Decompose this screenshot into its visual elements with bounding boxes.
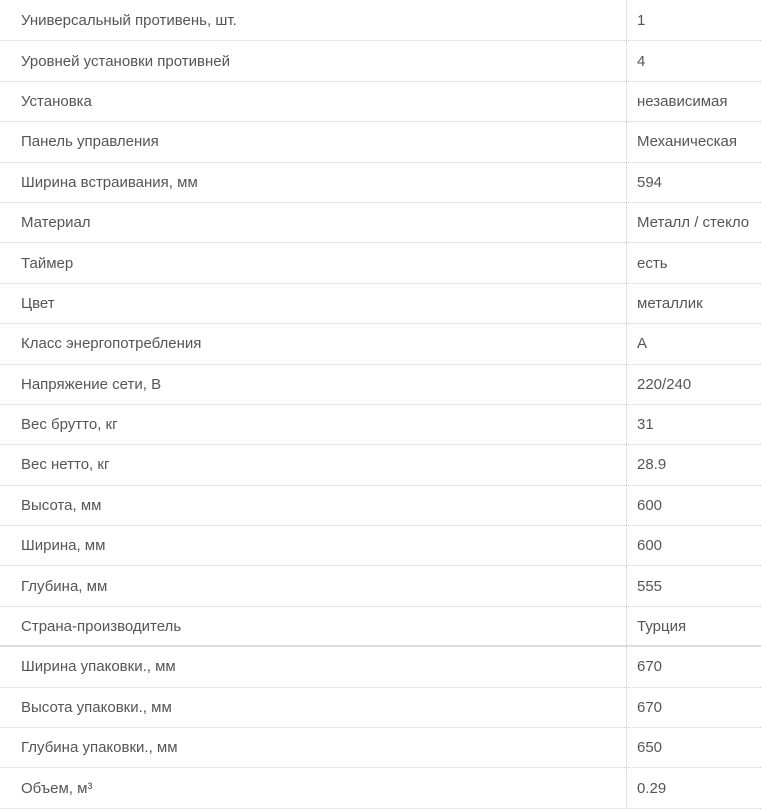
spec-row-package-depth bbox=[0, 728, 761, 768]
spec-value: 670 bbox=[637, 658, 663, 676]
spec-value: есть bbox=[637, 254, 668, 272]
spec-name: Таймер bbox=[0, 243, 627, 282]
spec-name: Объем, м³ bbox=[0, 768, 627, 807]
spec-name: Глубина, мм bbox=[0, 566, 627, 605]
spec-name: Универсальный противень, шт. bbox=[0, 1, 627, 40]
spec-row-pan-count bbox=[0, 1, 761, 41]
spec-value: 0.29 bbox=[637, 779, 667, 797]
spec-row-energy-class bbox=[0, 324, 761, 364]
spec-row-timer bbox=[0, 243, 761, 283]
spec-value: 594 bbox=[637, 173, 663, 191]
spec-name: Глубина упаковки., мм bbox=[0, 728, 627, 767]
spec-row-volume bbox=[0, 768, 761, 808]
spec-value: 1 bbox=[637, 12, 646, 30]
spec-name: Материал bbox=[0, 203, 627, 242]
spec-value: металлик bbox=[637, 294, 703, 312]
spec-value: независимая bbox=[637, 92, 728, 110]
spec-row-material bbox=[0, 203, 761, 243]
spec-row-depth bbox=[0, 566, 761, 606]
spec-row-built-in-width bbox=[0, 163, 761, 203]
spec-value: A bbox=[637, 335, 648, 353]
spec-row-installation bbox=[0, 82, 761, 122]
spec-value: 600 bbox=[637, 496, 663, 514]
spec-name: Вес брутто, кг bbox=[0, 405, 627, 444]
spec-value: 670 bbox=[637, 698, 663, 716]
spec-value: 600 bbox=[637, 537, 663, 555]
spec-name: Установка bbox=[0, 82, 627, 121]
spec-row-pan-levels bbox=[0, 41, 761, 81]
spec-name: Цвет bbox=[0, 284, 627, 323]
spec-value: Турция bbox=[637, 617, 687, 635]
spec-name: Панель управления bbox=[0, 122, 627, 161]
spec-row-voltage bbox=[0, 365, 761, 405]
spec-row-package-width bbox=[0, 647, 761, 687]
spec-row-package-height bbox=[0, 688, 761, 728]
spec-row-control-panel bbox=[0, 122, 761, 162]
spec-row-height bbox=[0, 486, 761, 526]
spec-value: 650 bbox=[637, 739, 663, 757]
spec-name: Ширина, мм bbox=[0, 526, 627, 565]
spec-row-color bbox=[0, 284, 761, 324]
spec-value: 220/240 bbox=[637, 375, 692, 393]
spec-value: 555 bbox=[637, 577, 663, 595]
spec-name: Страна-производитель bbox=[0, 607, 627, 645]
spec-row-net-weight bbox=[0, 445, 761, 485]
spec-name: Вес нетто, кг bbox=[0, 445, 627, 484]
spec-value: 31 bbox=[637, 416, 654, 434]
spec-value: Механическая bbox=[637, 133, 738, 151]
spec-value: Металл / стекло bbox=[637, 214, 750, 232]
spec-value: 28.9 bbox=[637, 456, 667, 474]
spec-name: Ширина встраивания, мм bbox=[0, 163, 627, 202]
spec-row-width bbox=[0, 526, 761, 566]
spec-name: Напряжение сети, В bbox=[0, 365, 627, 404]
spec-name: Ширина упаковки., мм bbox=[0, 647, 627, 686]
spec-name: Класс энергопотребления bbox=[0, 324, 627, 363]
spec-name: Высота упаковки., мм bbox=[0, 688, 627, 727]
spec-name: Уровней установки противней bbox=[0, 41, 627, 80]
spec-value: 4 bbox=[637, 52, 646, 70]
spec-row-country bbox=[0, 607, 761, 647]
spec-row-gross-weight bbox=[0, 405, 761, 445]
spec-name: Высота, мм bbox=[0, 486, 627, 525]
